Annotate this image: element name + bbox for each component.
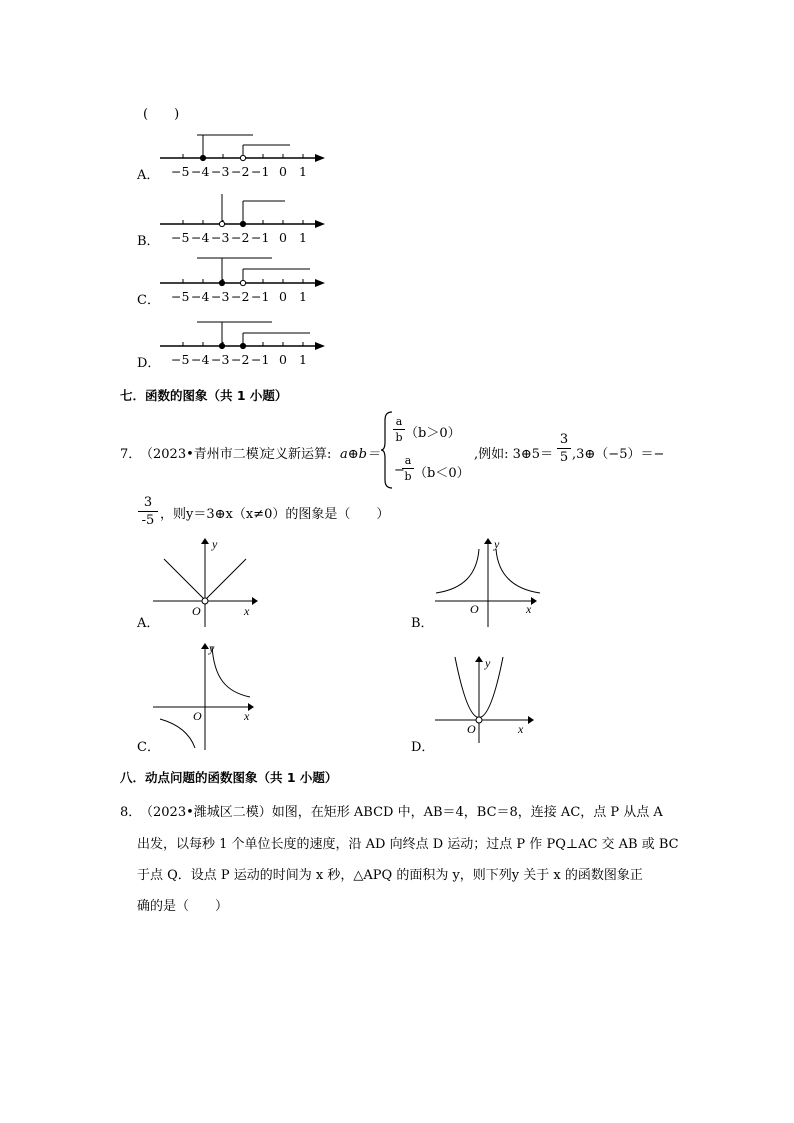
axis-y-label: y xyxy=(485,656,491,670)
case2-denominator: b xyxy=(404,470,412,483)
case1-numerator: a xyxy=(395,415,403,428)
case2-condition: （b＜0） xyxy=(414,466,470,481)
number-line-tick-label: 0 xyxy=(279,230,287,245)
number-line-tick-label: −2 xyxy=(231,164,250,179)
number-line-tick-label: −5 xyxy=(171,352,190,367)
q8-number: 8． xyxy=(120,805,142,820)
endpoint-right xyxy=(240,280,245,285)
number-line-tick-label: −3 xyxy=(211,352,230,367)
endpoint-right xyxy=(240,343,245,348)
q7-example-2: ,3⊕（−5）＝− xyxy=(572,447,665,462)
option-a-label: A． xyxy=(137,616,160,631)
q7-example-1: ,例如: 3⊕5＝ xyxy=(474,447,554,462)
axis-origin-label: O xyxy=(470,602,479,616)
number-line-tick-label: 1 xyxy=(299,164,307,179)
axis-y-label: y xyxy=(209,641,215,655)
q6-answer-blank: ( ) xyxy=(143,107,180,122)
endpoint-right xyxy=(240,221,245,226)
axis-x-label: x xyxy=(526,602,532,616)
number-line-tick-label: −4 xyxy=(191,230,210,245)
example1-fraction xyxy=(557,433,571,464)
endpoint-left xyxy=(219,221,224,226)
example1-numerator: 3 xyxy=(559,432,569,447)
axis-x-label: x xyxy=(244,604,250,618)
case1-fraction xyxy=(393,416,405,443)
section-8-title: 八．动点问题的函数图象（共 1 小题） xyxy=(120,770,338,785)
number-line-tick-label: −5 xyxy=(171,164,190,179)
q8-line-4: 确的是（ ） xyxy=(137,899,229,914)
number-line-arrow xyxy=(315,154,325,162)
q7-source: （2023•青州市二模） xyxy=(140,447,272,462)
example2-fraction xyxy=(138,496,158,527)
example1-denominator: 5 xyxy=(559,450,569,465)
endpoint-left xyxy=(219,343,224,348)
number-line-tick-label: −4 xyxy=(191,164,210,179)
case1-condition: （b＞0） xyxy=(405,426,461,441)
number-line-tick-label: −4 xyxy=(191,352,210,367)
number-line-tick-label: 0 xyxy=(279,164,287,179)
q6-option-b-label: B． xyxy=(137,234,160,249)
q6-option-c-label: C． xyxy=(137,293,160,308)
graph-option-b xyxy=(433,535,543,630)
number-line-tick-label: −1 xyxy=(251,164,270,179)
number-line-tick-label: −5 xyxy=(171,230,190,245)
piecewise-brace xyxy=(380,410,394,490)
number-line-tick-label: 1 xyxy=(299,352,307,367)
q6-option-d-label: D． xyxy=(137,356,161,371)
number-line-tick-label: −1 xyxy=(251,352,270,367)
number-line-tick-label: −2 xyxy=(231,289,250,304)
axis-origin-label: O xyxy=(192,604,201,618)
number-line-tick-label: 1 xyxy=(299,289,307,304)
number-line-tick-label: −1 xyxy=(251,230,270,245)
number-line-tick-label: −4 xyxy=(191,289,210,304)
example2-numerator: 3 xyxy=(143,495,153,510)
example2-denominator: -5 xyxy=(141,513,155,528)
q7-number: 7． xyxy=(120,447,142,462)
number-line-tick-label: 0 xyxy=(279,289,287,304)
number-line-arrow xyxy=(315,342,325,350)
number-line-tick-label: −3 xyxy=(211,164,230,179)
axis-y-label: y xyxy=(494,537,500,551)
case2-sign: − xyxy=(394,463,405,478)
case2-fraction xyxy=(402,455,414,482)
option-c-label: C． xyxy=(137,740,160,755)
number-line-tick-label: −2 xyxy=(231,230,250,245)
axis-x-label: x xyxy=(518,722,524,736)
endpoint-left xyxy=(219,280,224,285)
number-line-tick-label: −3 xyxy=(211,289,230,304)
q8-line-3: 于点 Q．设点 P 运动的时间为 x 秒，△APQ 的面积为 y，则下列y 关于 x 的函数图象正 xyxy=(137,868,643,883)
number-line-arrow xyxy=(315,220,325,228)
case2-numerator: a xyxy=(404,454,412,467)
graph-option-d xyxy=(433,653,543,748)
endpoint-left xyxy=(200,155,205,160)
endpoint-right xyxy=(240,155,245,160)
section-7-title: 七．函数的图象（共 1 小题） xyxy=(120,388,288,403)
graph-option-c xyxy=(150,640,260,755)
number-line-tick-label: −5 xyxy=(171,289,190,304)
number-line-tick-label: 0 xyxy=(279,352,287,367)
number-line-arrow xyxy=(315,279,325,287)
q8-line-2: 出发，以每秒 1 个单位长度的速度，沿 AD 向终点 D 运动；过点 P 作 PQ⊥AC 交 AB 或 BC xyxy=(137,837,679,852)
number-line-tick-label: −3 xyxy=(211,230,230,245)
number-line-tick-label: −2 xyxy=(231,352,250,367)
axis-origin-label: O xyxy=(193,709,202,723)
axis-y-label: y xyxy=(212,537,218,551)
option-d-label: D． xyxy=(411,740,435,755)
q8-line-1: （2023•潍城区二模）如图，在矩形 ABCD 中，AB＝4，BC＝8，连接 AC，点 P 从点 A xyxy=(140,805,663,820)
q6-option-a-label: A． xyxy=(137,168,160,183)
number-line-tick-label: 1 xyxy=(299,230,307,245)
q7-question-line: ，则y＝3⊕x（x≠0）的图象是（ ） xyxy=(160,507,390,522)
option-b-label: B． xyxy=(411,616,434,631)
axis-origin-label: O xyxy=(467,722,476,736)
q7-text: 定义新运算: xyxy=(262,447,332,462)
q7-op-lhs: a⊕b＝ xyxy=(340,447,380,462)
axis-x-label: x xyxy=(244,709,250,723)
graph-option-a xyxy=(150,535,260,630)
case1-denominator: b xyxy=(395,431,403,444)
number-line-tick-label: −1 xyxy=(251,289,270,304)
